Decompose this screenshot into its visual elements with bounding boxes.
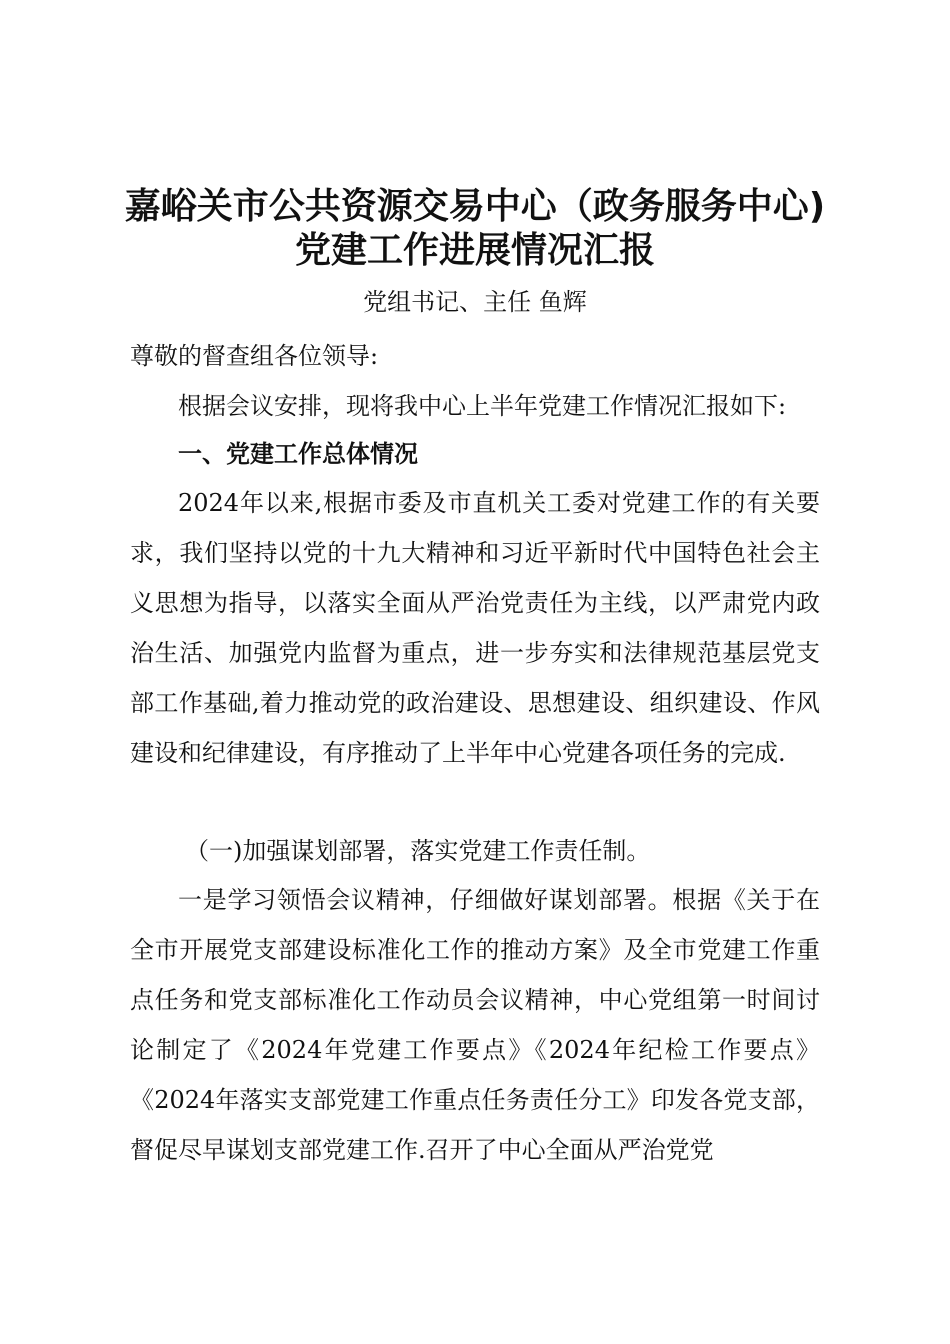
paragraph-overview: 2024年以来,根据市委及市直机关工委对党建工作的有关要求，我们坚持以党的十九大精神和习近平新时代中国特色社会主义思想为指导，以落实全面从严治党责任为主线，以严肃党内政治生活、加强党内监督为重点，进一步夯实和法律规范基层党支部工作基础,着力推动党的政治建设、思想建设、组织建设、作风建设和纪律建设，有序推动了上半年中心党建各项任务的完成. — [130, 489, 820, 767]
document-title-line-2: 党建工作进展情况汇报 — [294, 230, 655, 271]
paragraph-planning: 一是学习领悟会议精神，仔细做好谋划部署。根据《关于在全市开展党支部建设标准化工作的推动方案》及全市党建工作重点任务和党支部标准化工作动员会议精神，中心党组第一时间讨论制定了《2024年党建工作要点》《2024年纪检工作要点》《2024年落实支部党建工作重点任务责任分工》印发各党支部，督促尽早谋划支部党建工作.召开了中心全面从严治党党 — [130, 886, 820, 1164]
salutation: 尊敬的督查组各位领导: — [130, 342, 379, 370]
section-heading-1: 一、党建工作总体情况 — [178, 440, 418, 468]
intro-paragraph: 根据会议安排，现将我中心上半年党建工作情况汇报如下: — [178, 392, 787, 420]
document-title-line-1: 嘉峪关市公共资源交易中心（政务服务中心) — [124, 186, 826, 227]
subheading-1: （一)加强谋划部署，落实党建工作责任制。 — [185, 837, 651, 865]
document-author: 党组书记、主任 鱼辉 — [363, 288, 587, 316]
